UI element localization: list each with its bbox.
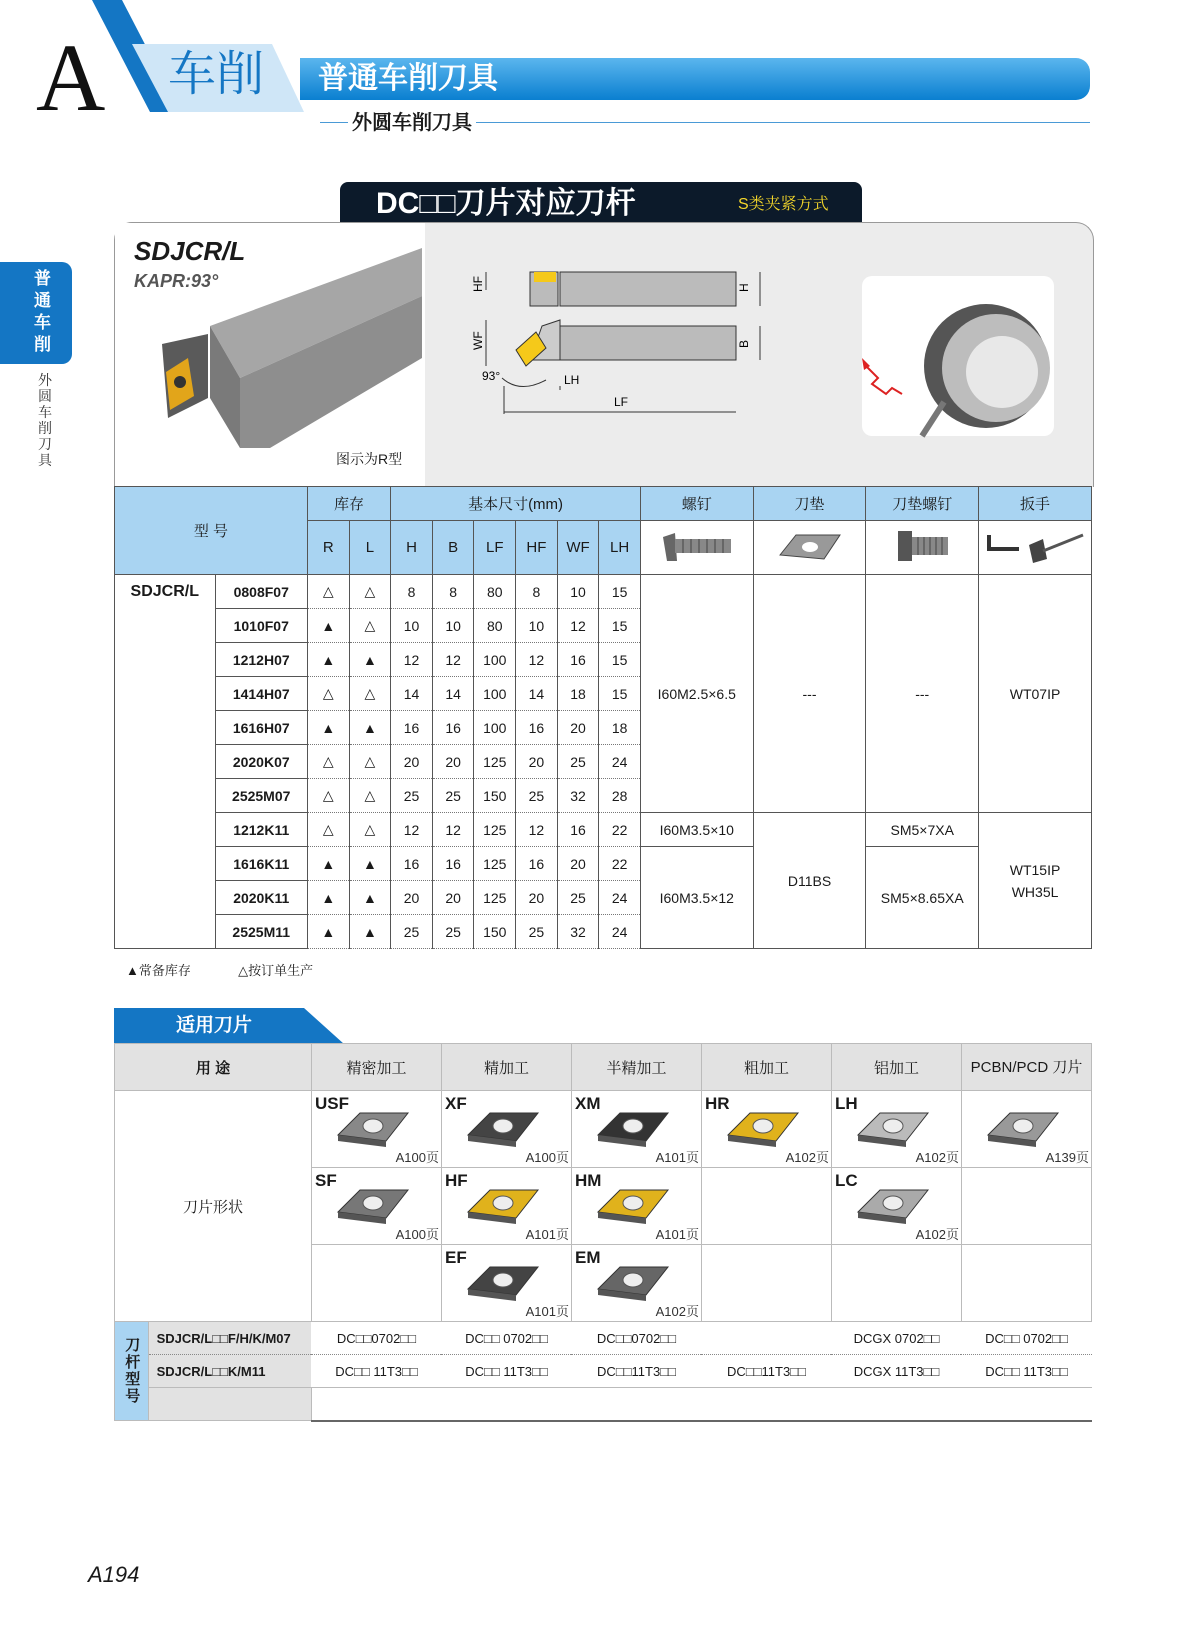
dim-angle: 93° (482, 369, 501, 383)
stock-mark: ▲ (349, 847, 391, 881)
dim-value: 100 (474, 677, 516, 711)
header-stock: 库存 (307, 487, 390, 521)
insert-cell (441, 1091, 571, 1168)
insert-page-ref: A102页 (785, 1150, 829, 1165)
insert-cell (831, 1091, 961, 1168)
stock-mark: ▲ (307, 609, 349, 643)
insert-page-ref: A101页 (525, 1227, 569, 1242)
dim-value: 8 (391, 575, 433, 609)
stock-mark: △ (307, 745, 349, 779)
legend-stock: ▲常备库存 (126, 963, 191, 978)
insert-page-ref: A100页 (395, 1150, 439, 1165)
dim-value: 16 (391, 847, 433, 881)
insert-cell (571, 1245, 701, 1322)
insert-code: XM (574, 1094, 601, 1113)
dim-value: 125 (474, 881, 516, 915)
dim-value: 100 (474, 711, 516, 745)
wrench-11-a: WT15IP (1009, 861, 1061, 878)
subheader-wf: WF (557, 521, 599, 575)
dim-value: 20 (557, 711, 599, 745)
shim-icon (753, 521, 866, 575)
spec-code: 0808F07 (215, 575, 307, 609)
stock-mark: ▲ (349, 915, 391, 949)
dim-value: 12 (516, 813, 558, 847)
insert-code: HR (704, 1094, 730, 1113)
insert-cell (571, 1168, 701, 1245)
empty-cell (311, 1245, 441, 1322)
insert-page-ref: A100页 (525, 1150, 569, 1165)
page-number: A194 (88, 1562, 140, 1587)
dim-lf: LF (614, 395, 629, 409)
dim-value: 15 (599, 609, 641, 643)
subheader-lh: LH (599, 521, 641, 575)
dim-value: 24 (599, 745, 641, 779)
dim-value: 25 (391, 779, 433, 813)
inserts-tab-label: 适用刀片 (176, 1015, 253, 1036)
insert-model: DCGX 11T3□□ (831, 1355, 961, 1388)
insert-model: DC□□0702□□ (311, 1322, 441, 1355)
header-wrench: 扳手 (979, 487, 1092, 521)
wrench-11-b: WH35L (1011, 883, 1059, 900)
legend-order: △按订单生产 (238, 963, 314, 978)
stock-mark: ▲ (307, 847, 349, 881)
dim-value: 80 (474, 575, 516, 609)
clamp-type: S类夹紧方式 (738, 196, 829, 213)
subheader-h: H (391, 521, 433, 575)
stock-mark: ▲ (349, 711, 391, 745)
spec-code: 2020K07 (215, 745, 307, 779)
dim-value: 10 (432, 609, 474, 643)
usage-header: 用 途 (115, 1044, 312, 1091)
insert-model: DC□□ 11T3□□ (311, 1355, 441, 1388)
shim-screw-value-07: --- (866, 575, 979, 813)
header-shim-screw: 刀垫螺钉 (866, 487, 979, 521)
spec-code: 1212K11 (215, 813, 307, 847)
stock-mark: ▲ (349, 881, 391, 915)
product-title: DC□□刀片对应刀杆 (376, 187, 636, 220)
dim-hf: HF (471, 276, 485, 292)
wrench-value-11 (979, 813, 1092, 949)
spec-code: 2525M07 (215, 779, 307, 813)
insert-page-ref: A101页 (655, 1227, 699, 1242)
stock-mark: △ (349, 677, 391, 711)
screw-icon (640, 521, 753, 575)
section-letter: A (36, 24, 106, 131)
subtitle: 外圆车削刀具 (348, 110, 476, 136)
insert-model: DCGX 0702□□ (831, 1322, 961, 1355)
header-dimensions: 基本尺寸(mm) (391, 487, 641, 521)
usage-roughing: 粗加工 (701, 1044, 831, 1091)
dim-value: 20 (391, 745, 433, 779)
holder-blank (148, 1388, 311, 1421)
stock-mark: ▲ (349, 643, 391, 677)
kapr-angle: KAPR:93° (134, 271, 219, 291)
dim-value: 12 (391, 813, 433, 847)
wrench-icon (979, 521, 1092, 575)
dim-b: B (737, 339, 751, 348)
dim-value: 18 (557, 677, 599, 711)
dim-value: 12 (516, 643, 558, 677)
dim-value: 150 (474, 915, 516, 949)
dim-value: 25 (391, 915, 433, 949)
stock-mark: △ (307, 813, 349, 847)
dim-value: 16 (557, 813, 599, 847)
insert-code: SF (314, 1171, 337, 1190)
shim-screw-value-11b: SM5×8.65XA (866, 847, 979, 949)
dim-value: 25 (557, 745, 599, 779)
dim-lh: LH (564, 373, 580, 387)
wrench-value-07: WT07IP (979, 575, 1092, 813)
dim-value: 10 (516, 609, 558, 643)
dim-value: 32 (557, 915, 599, 949)
holder-label: 刀杆型号 (115, 1322, 149, 1421)
dim-value: 16 (516, 847, 558, 881)
usage-precision: 精密加工 (311, 1044, 441, 1091)
empty-cell (701, 1168, 831, 1245)
insert-cell (311, 1091, 441, 1168)
inserts-table (114, 1043, 1092, 1422)
shim-value-11: D11BS (753, 813, 866, 949)
dim-value: 15 (599, 677, 641, 711)
header-shim: 刀垫 (753, 487, 866, 521)
series-name: SDJCR/L (115, 575, 216, 949)
dim-value: 150 (474, 779, 516, 813)
insert-code: USF (314, 1094, 349, 1113)
dim-value: 10 (557, 575, 599, 609)
usage-pcbn-pcd: PCBN/PCD 刀片 (961, 1044, 1091, 1091)
empty-cell (701, 1245, 831, 1322)
dim-value: 16 (391, 711, 433, 745)
insert-page-ref: A139页 (1045, 1150, 1089, 1165)
insert-code: HF (444, 1171, 468, 1190)
insert-page-ref: A102页 (655, 1304, 699, 1319)
shape-label: 刀片形状 (115, 1091, 312, 1322)
shim-screw-value-11a: SM5×7XA (866, 813, 979, 847)
dim-h: H (737, 283, 751, 292)
insert-model: DC□□ 11T3□□ (441, 1355, 571, 1388)
dim-value: 25 (516, 915, 558, 949)
dim-value: 20 (557, 847, 599, 881)
usage-aluminium: 铝加工 (831, 1044, 961, 1091)
dim-value: 20 (391, 881, 433, 915)
insert-cell (311, 1168, 441, 1245)
dim-value: 16 (516, 711, 558, 745)
dim-value: 14 (516, 677, 558, 711)
insert-model: DC□□11T3□□ (571, 1355, 701, 1388)
insert-model: DC□□ 11T3□□ (961, 1355, 1091, 1388)
insert-page-ref: A101页 (655, 1150, 699, 1165)
empty-cell (961, 1245, 1091, 1322)
clamp-detail-image (862, 276, 1054, 436)
dim-value: 16 (432, 711, 474, 745)
stock-mark: △ (307, 575, 349, 609)
insert-model: DC□□0702□□ (571, 1322, 701, 1355)
insert-cell (961, 1091, 1091, 1168)
stock-mark: ▲ (307, 643, 349, 677)
subheader-b: B (432, 521, 474, 575)
subheader-l: L (349, 521, 391, 575)
dim-value: 24 (599, 915, 641, 949)
dim-value: 16 (557, 643, 599, 677)
stock-mark: △ (307, 779, 349, 813)
dim-value: 20 (432, 881, 474, 915)
insert-cell (831, 1168, 961, 1245)
subheader-r: R (307, 521, 349, 575)
dim-value: 22 (599, 813, 641, 847)
shim-value-07: --- (753, 575, 866, 813)
legend (126, 962, 313, 980)
dim-value: 25 (432, 779, 474, 813)
usage-finishing: 精加工 (441, 1044, 571, 1091)
dim-value: 25 (557, 881, 599, 915)
model-name: SDJCR/L (134, 236, 246, 266)
dim-value: 12 (432, 643, 474, 677)
subheader-lf: LF (474, 521, 516, 575)
screw-value-11b: I60M3.5×12 (640, 847, 753, 949)
shim-screw-icon (866, 521, 979, 575)
insert-code: HM (574, 1171, 602, 1190)
stock-mark: ▲ (307, 881, 349, 915)
insert-code: EF (444, 1248, 467, 1267)
stock-mark: ▲ (307, 915, 349, 949)
spec-row (115, 813, 1092, 847)
insert-cell (441, 1168, 571, 1245)
dim-value: 20 (516, 881, 558, 915)
dim-value: 25 (432, 915, 474, 949)
dim-value: 14 (391, 677, 433, 711)
spec-code: 1414H07 (215, 677, 307, 711)
insert-page-ref: A101页 (525, 1304, 569, 1319)
spec-row (115, 575, 1092, 609)
dim-value: 125 (474, 745, 516, 779)
insert-model: DC□□ 0702□□ (441, 1322, 571, 1355)
dim-value: 24 (599, 881, 641, 915)
insert-code: LC (834, 1171, 858, 1190)
header-model: 型 号 (115, 487, 308, 575)
side-sub-label: 外圆车削刀具 (38, 372, 52, 468)
screw-value-11a: I60M3.5×10 (640, 813, 753, 847)
insert-code: LH (834, 1094, 858, 1113)
dim-value: 32 (557, 779, 599, 813)
spec-code: 2020K11 (215, 881, 307, 915)
dim-value: 100 (474, 643, 516, 677)
insert-cell (571, 1091, 701, 1168)
section-title: 车削 (168, 48, 265, 101)
insert-page-ref: A102页 (915, 1150, 959, 1165)
insert-page-ref: A100页 (395, 1227, 439, 1242)
dim-value: 8 (516, 575, 558, 609)
dim-value: 12 (557, 609, 599, 643)
dim-value: 14 (432, 677, 474, 711)
chapter-title: 普通车削刀具 (318, 62, 498, 95)
spec-code: 2525M11 (215, 915, 307, 949)
empty-cell (831, 1245, 961, 1322)
stock-mark: △ (349, 813, 391, 847)
dim-value: 25 (516, 779, 558, 813)
holder-model: SDJCR/L□□F/H/K/M07 (148, 1322, 311, 1355)
dim-value: 8 (432, 575, 474, 609)
dim-wf: WF (471, 331, 485, 350)
dim-value: 20 (516, 745, 558, 779)
stock-mark: △ (349, 745, 391, 779)
usage-semi-finishing: 半精加工 (571, 1044, 701, 1091)
holder-row (115, 1322, 1092, 1355)
dim-value: 10 (391, 609, 433, 643)
dim-value: 125 (474, 847, 516, 881)
spec-row (115, 847, 1092, 881)
dim-value: 28 (599, 779, 641, 813)
holder-model: SDJCR/L□□K/M11 (148, 1355, 311, 1388)
insert-shape-row (115, 1091, 1092, 1168)
image-caption: 图示为R型 (336, 451, 403, 467)
insert-page-ref: A102页 (915, 1227, 959, 1242)
spec-code: 1010F07 (215, 609, 307, 643)
insert-model (701, 1322, 831, 1355)
holder-row-empty (115, 1388, 1092, 1421)
dim-value: 125 (474, 813, 516, 847)
dim-value: 80 (474, 609, 516, 643)
spec-code: 1212H07 (215, 643, 307, 677)
empty-cell (961, 1168, 1091, 1245)
side-tab-label: 普通车削 (34, 269, 51, 354)
insert-cell (441, 1245, 571, 1322)
holder-row (115, 1355, 1092, 1388)
stock-mark: △ (349, 609, 391, 643)
blank-cell (311, 1388, 1091, 1421)
dim-value: 20 (432, 745, 474, 779)
dim-value: 16 (432, 847, 474, 881)
dim-value: 12 (391, 643, 433, 677)
insert-model: DC□□11T3□□ (701, 1355, 831, 1388)
stock-mark: △ (349, 779, 391, 813)
dim-value: 18 (599, 711, 641, 745)
subheader-hf: HF (516, 521, 558, 575)
spec-code: 1616K11 (215, 847, 307, 881)
insert-model: DC□□ 0702□□ (961, 1322, 1091, 1355)
dim-value: 15 (599, 575, 641, 609)
stock-mark: △ (307, 677, 349, 711)
insert-cell (701, 1091, 831, 1168)
insert-code: EM (574, 1248, 601, 1267)
stock-mark: ▲ (307, 711, 349, 745)
stock-mark: △ (349, 575, 391, 609)
dim-value: 22 (599, 847, 641, 881)
header-screw: 螺钉 (640, 487, 753, 521)
dim-value: 12 (432, 813, 474, 847)
dim-value: 15 (599, 643, 641, 677)
screw-value-07: I60M2.5×6.5 (640, 575, 753, 813)
insert-code: XF (444, 1094, 467, 1113)
dimension-drawing (471, 262, 790, 430)
spec-table (114, 486, 1092, 949)
spec-code: 1616H07 (215, 711, 307, 745)
